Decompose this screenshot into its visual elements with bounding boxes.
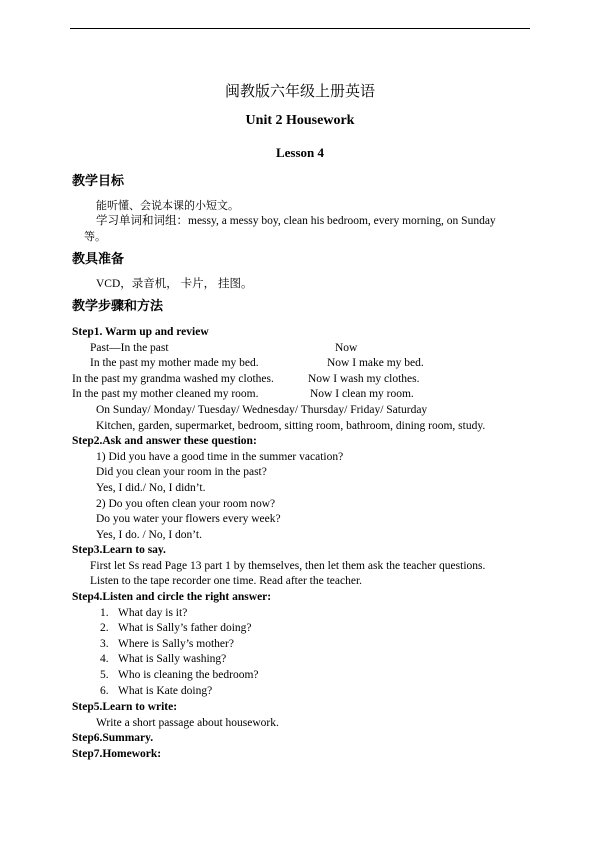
step2-title: Step2.Ask and answer these question:	[72, 435, 257, 447]
objectives-line-2: 学习单词和词组：messy, a messy boy, clean his bedroom, every morning, on Sunday	[96, 215, 496, 227]
step1-row-left: In the past my grandma washed my clothes.	[72, 373, 274, 385]
step2-line: 2) Do you often clean your room now?	[96, 498, 276, 510]
lesson-title: Lesson 4	[275, 145, 325, 160]
step4-item-text: Who is cleaning the bedroom?	[118, 669, 259, 681]
step2-line: 1) Did you have a good time in the summer vacation?	[96, 451, 344, 463]
step5-title: Step5.Learn to write:	[72, 701, 178, 713]
step4-item-number: 2.	[100, 622, 109, 634]
step3-line: First let Ss read Page 13 part 1 by themselves, then let them ask the teacher questions.	[90, 560, 486, 572]
procedure-heading: 教学步骤和方法	[72, 299, 164, 314]
step5-line: Write a short passage about housework.	[96, 717, 279, 729]
step4-item-number: 5.	[100, 669, 109, 681]
header-rule	[70, 28, 530, 29]
step1-row-right: Now	[335, 342, 358, 354]
step1-row-right: Now I wash my clothes.	[308, 373, 420, 385]
step3-line: Listen to the tape recorder one time. Read after the teacher.	[90, 575, 363, 587]
step4-item-text: What is Sally washing?	[118, 653, 227, 665]
step4-item-number: 4.	[100, 653, 109, 665]
step2-line: Do you water your flowers every week?	[96, 513, 281, 525]
step7-title: Step7.Homework:	[72, 748, 162, 760]
step1-row-left: Past—In the past	[90, 342, 169, 354]
step6-title: Step6.Summary.	[72, 732, 154, 744]
step2-line: Yes, I do. / No, I don’t.	[96, 529, 202, 541]
materials-heading: 教具准备	[72, 252, 125, 267]
unit-title: Unit 2 Housework	[245, 113, 355, 128]
objectives-line-1: 能听懂、会说本课的小短文。	[96, 199, 239, 212]
step4-item-number: 6.	[100, 685, 109, 697]
step1-title: Step1. Warm up and review	[72, 326, 209, 338]
step4-item-text: What is Kate doing?	[118, 685, 213, 697]
step1-row-right: Now I clean my room.	[310, 388, 414, 400]
step2-line: Yes, I did./ No, I didn’t.	[96, 482, 206, 494]
step2-line: Did you clean your room in the past?	[96, 466, 267, 478]
step4-item-text: What day is it?	[118, 607, 188, 619]
objectives-line-2-cont: 等。	[84, 230, 106, 243]
step4-item-text: Where is Sally’s mother?	[118, 638, 234, 650]
objectives-heading: 教学目标	[72, 174, 125, 189]
step4-item-number: 1.	[100, 607, 109, 619]
step3-title: Step3.Learn to say.	[72, 544, 166, 556]
document-title: 闽教版六年级上册英语	[224, 82, 375, 100]
step1-row-left: In the past my mother made my bed.	[90, 357, 259, 369]
step1-days: On Sunday/ Monday/ Tuesday/ Wednesday/ Thursday/ Friday/ Saturday	[96, 404, 428, 416]
step1-row-left: In the past my mother cleaned my room.	[72, 388, 259, 400]
step4-title: Step4.Listen and circle the right answer:	[72, 591, 272, 603]
step4-item-number: 3.	[100, 638, 109, 650]
step1-rooms: Kitchen, garden, supermarket, bedroom, sitting room, bathroom, dining room, study.	[96, 420, 486, 432]
step1-row-right: Now I make my bed.	[327, 357, 424, 369]
materials-line: VCD，录音机， 卡片， 挂图。	[96, 278, 253, 290]
step4-item-text: What is Sally’s father doing?	[118, 622, 252, 634]
